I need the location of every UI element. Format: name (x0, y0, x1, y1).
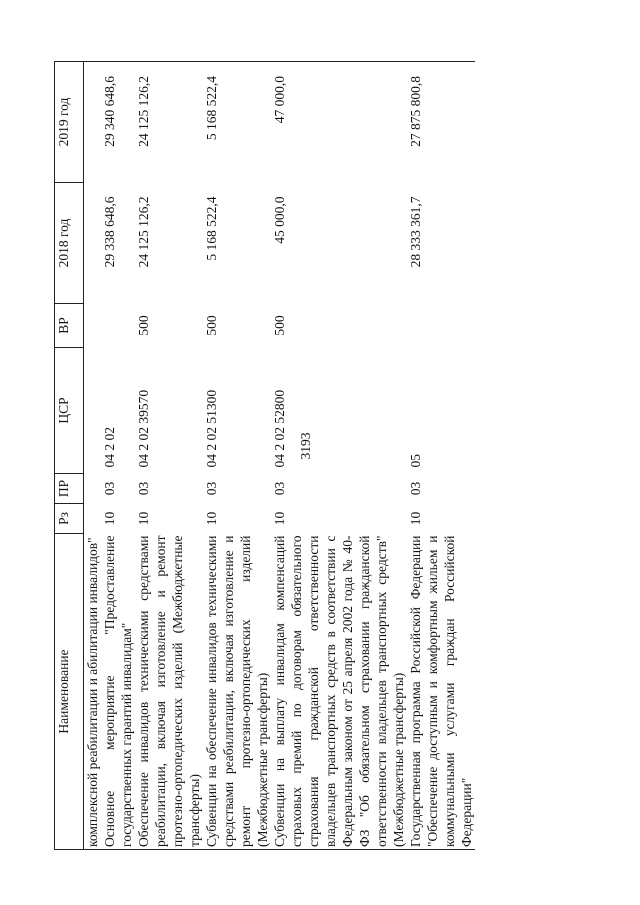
header-rz: Рз (55, 504, 84, 534)
row-vr: 500 (204, 315, 219, 336)
header-pr: ПР (55, 474, 84, 504)
row-rz: 10 (272, 511, 287, 526)
table-row (84, 62, 102, 850)
table-row (407, 62, 475, 850)
row-2019: 47 000,0 (271, 62, 407, 183)
row-name: Обеспечение инвалидов техническими средствами реабилитации, включая изготовление и ремонт протезно-ортопедических изделий (Межбюджетные трансферты) (135, 534, 203, 850)
row-2019: 5 168 522,4 (203, 62, 271, 183)
row-rz: 10 (204, 511, 219, 526)
table-row (101, 62, 135, 850)
row-csr: 04 2 02 52800 (272, 389, 287, 468)
page-number: 3193 (298, 432, 313, 460)
row-pr: 03 (408, 481, 423, 496)
row-name: комплексной реабилитации и абилитации инвалидов" (84, 534, 102, 850)
table-row (135, 62, 203, 850)
row-2018: 5 168 522,4 (204, 196, 219, 261)
row-2019: 27 875 800,8 (407, 62, 475, 183)
header-csr: ЦСР (55, 348, 84, 474)
row-rz: 10 (136, 511, 151, 526)
row-pr: 03 (272, 481, 287, 496)
row-pr: 03 (136, 481, 151, 496)
table-row (203, 62, 271, 850)
row-2018: 45 000,0 (272, 196, 287, 244)
row-csr (84, 348, 102, 474)
row-csr: 05 (408, 454, 423, 468)
header-2019: 2019 год (55, 62, 84, 183)
row-pr (84, 474, 102, 504)
row-name: Субвенции на выплату инвалидам компенсаций страховых премий по договорам обязательного страхования гражданской ответственности владельцев транспортных средств в соответствии с Федеральным законом от 25 апреля 2002 года № 40-ФЗ "Об обязательном страховании гражданской ответственности владельцев транспортных средств" (Межбюджетные трансферты) (271, 534, 407, 850)
row-2018: 28 333 361,7 (408, 196, 423, 268)
row-name: Субвенции на обеспечение инвалидов техническими средствами реабилитации, включая изготовление и ремонт протезно-ортопедических изделий (Межбюджетные трансферты) (203, 534, 271, 850)
row-csr: 04 2 02 39570 (136, 389, 151, 468)
row-2019 (84, 62, 102, 183)
row-rz (84, 504, 102, 534)
row-pr: 03 (204, 481, 219, 496)
row-csr: 04 2 02 (102, 427, 117, 468)
row-2018 (84, 183, 102, 304)
header-name: Наименование (55, 534, 84, 850)
rotated-page-content (54, 62, 588, 850)
row-pr: 03 (102, 481, 117, 496)
row-name: Основное мероприятие "Предоставление государственных гарантий инвалидам" (101, 534, 135, 850)
row-name: Государственная программа Российской Федерации "Обеспечение доступным и комфортным жильем и коммунальными услугами граждан Российской Федерации" (407, 534, 475, 850)
row-2018: 24 125 126,2 (136, 196, 151, 268)
row-2018: 29 338 648,6 (102, 196, 117, 268)
row-2019: 29 340 648,6 (101, 62, 135, 183)
header-2018: 2018 год (55, 183, 84, 304)
row-vr: 500 (136, 315, 151, 336)
row-rz: 10 (102, 511, 117, 526)
table-row (271, 62, 407, 850)
budget-table (54, 61, 475, 850)
row-2019: 24 125 126,2 (135, 62, 203, 183)
row-csr: 04 2 02 51300 (204, 389, 219, 468)
row-vr (84, 304, 102, 348)
header-vr: ВР (55, 304, 84, 348)
table-header-row (55, 62, 84, 850)
row-vr: 500 (272, 315, 287, 336)
row-vr (101, 304, 135, 348)
row-vr (407, 304, 475, 348)
row-rz: 10 (408, 511, 423, 526)
